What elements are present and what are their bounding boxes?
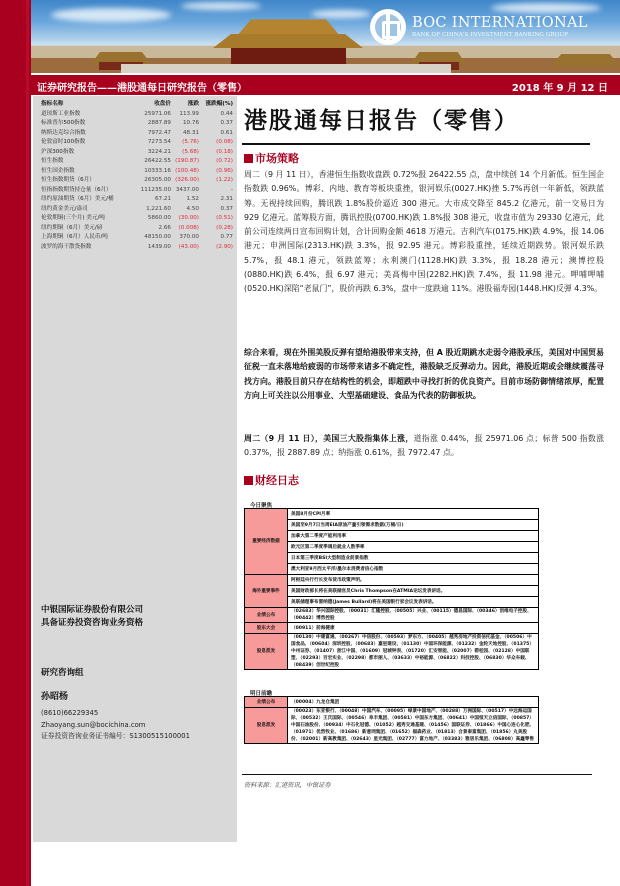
index-row: [41, 233, 233, 243]
calendar-row: [245, 634, 539, 670]
report-header-strip: [31, 75, 620, 95]
index-change: (5.76): [182, 139, 199, 145]
data-source: 资料来源：汇港资讯，中银证券: [244, 782, 331, 789]
title-divider: [242, 143, 590, 145]
calendar-category: 重要经济数据: [245, 509, 288, 575]
calendar-item: （00130）中建富通、（00267）中信股份、（00593）梦东方、（00405）越秀房地产投资信托基金、（00506）中国食品、（00604）深圳控股、（00683）嘉里建设、（01130）中国环保能源、（01232）金轮天地控股、（01375）中州证券、（01407）浙江中国、（01609）冠城钟表、（01720）汇安智能、（02007）碧桂园、（02128）中国联塑、（02293）百宏实业、（02298）都市丽人、（03633）中裕能源、（06822）科技控股、（06830）华众车载、（08439）创世纪控股: [288, 634, 539, 670]
index-close: 7273.54: [147, 139, 171, 145]
header-banner-image: [31, 0, 620, 73]
index-close: 10333.16: [144, 167, 171, 174]
index-name: 沪深300指数: [41, 148, 75, 155]
col-header-close: 收盘价: [154, 101, 171, 107]
index-row: [41, 205, 233, 215]
analyst-email[interactable]: Zhaoyang.sun@bocichina.com: [41, 720, 146, 729]
index-close: 26422.55: [144, 158, 171, 164]
index-change: (326.00): [175, 177, 199, 183]
section-title: 市场策略: [255, 152, 299, 165]
index-name: 波罗的海干散货指数: [41, 243, 92, 250]
calendar-row: [245, 564, 539, 575]
calendar-item: 阿根廷央行行长发布货币政策声明。: [288, 575, 539, 586]
index-name: 上海期铜（6月）人民币/吨: [41, 234, 108, 240]
index-name: 伦敦富时100指数: [41, 139, 86, 145]
left-sidebar-panel: [33, 96, 237, 842]
tomorrow-calendar-table: [244, 696, 539, 744]
index-change-pct: (1.22): [216, 177, 233, 183]
index-change: (43.00): [178, 243, 199, 250]
analyst-license: 证券投资咨询业务证书编号：S1300515100001: [41, 732, 190, 740]
index-row: [41, 186, 233, 196]
bottom-divider: [242, 774, 592, 775]
index-name: 恒生指数: [41, 158, 64, 164]
index-name: 伦敦期铜(三个月) 美元/吨: [41, 215, 105, 221]
index-row: [41, 224, 233, 234]
calendar-row: [245, 542, 539, 553]
index-change: 10.76: [182, 120, 199, 126]
calendar-category: 股息派发: [245, 708, 288, 744]
boc-international-logo: [370, 9, 588, 45]
table-header-row: [41, 100, 233, 110]
index-name: 恒生国企指数: [41, 167, 75, 174]
left-brand-bar: [0, 0, 31, 886]
index-close: 2.66: [158, 224, 171, 231]
calendar-row: [245, 586, 539, 597]
index-name: 道琼斯工业指数: [41, 110, 81, 117]
us-market-lead: 周二（9 月 11 日），美国三大股指集体上涨，: [244, 434, 414, 443]
calendar-row: [245, 553, 539, 564]
company-info: [41, 604, 143, 630]
index-change-pct: 0.61: [220, 129, 233, 136]
calendar-row: [245, 708, 539, 744]
index-change: (100.48): [175, 167, 199, 174]
index-change-pct: (2.90): [216, 243, 233, 250]
index-change-pct: (0.96): [216, 167, 233, 174]
calendar-category: 股息派发: [245, 634, 288, 670]
index-row: [41, 129, 233, 139]
index-name: 恒指指数期货持仓量（6月）: [41, 186, 112, 193]
calendar-item: （00911）前海健康: [288, 623, 539, 634]
index-row: [41, 167, 233, 177]
col-header-change: 涨跌: [187, 101, 199, 107]
col-header-name: 指标名称: [41, 101, 64, 107]
index-change-pct: (0.72): [216, 158, 233, 164]
index-change-pct: (0.18): [216, 148, 233, 155]
us-market-detail: 道指涨 0.44%，报 25971.06 点；标普 500 指数涨 0.37%，报 2887.89 点；纳指涨 0.61%，报 7972.47 点。: [244, 434, 604, 458]
index-change-pct: (0.08): [216, 139, 233, 145]
index-change: 113.99: [179, 110, 199, 117]
index-close: 67.21: [154, 196, 171, 202]
analyst-phone: (8610)66229345: [41, 709, 99, 717]
calendar-item: （00004）九龙仓集团: [288, 697, 539, 708]
calendar-category: 股东大会: [245, 623, 288, 634]
index-change: (30.00): [178, 215, 199, 221]
index-change-pct: 0.37: [220, 120, 233, 126]
page-title: 港股通每日报告（零售）: [244, 107, 519, 134]
research-group: 研究咨询组: [41, 668, 84, 678]
index-name: 恒生指数期货（6月）: [41, 177, 95, 183]
today-focus-label: 今日聚焦: [250, 503, 273, 509]
section-market-strategy: [244, 150, 299, 166]
index-name: 纽约原油期货（6月）美元/桶: [41, 196, 114, 202]
index-name: 纳斯达克综合指数: [41, 129, 86, 136]
index-row: [41, 176, 233, 186]
market-summary-paragraph: 周二（9 月 11 日），香港恒生指数收盘跌 0.72%报 26422.55 点，盘中续创 14 个月新低。恒生国企指数跌 0.96%。博彩、内地、教育等板块重挫，银河娱乐(0027.HK)挫 5.7%再创一年新低，领跌蓝筹。无视持续回购，腾讯跌 1.8%股价逼近 300 港元。大市成交降至 845.2 亿港元，前一交易日为 929 亿港元。蓝筹股方面，腾讯控股(0700.HK)跌 1.8%报 308 港元，收盘市值为 29330 亿港元，此前公司连续两日宣布回购计划，合计回购金额 4618 万港元。吉利汽车(0175.HK)跌 4.9%，报 14.06 港元；申洲国际(2313.HK)跌 3.3%，报 92.95 港元。博彩股重挫，延续近期跌势。银河娱乐跌 5.7%，报 48.1 港元，领跌蓝筹；永利澳门(1128.HK)跌 3.3%，报 18.28 港元；澳博控股(0880.HK)跌 6.4%，报 6.97 港元；美高梅中国(2282.HK)跌 7.4%，报 11.98 港元。呷哺呷哺(0520.HK)深陷“老鼠门”，股价再跌 6.3%，盘中一度跌逾 11%。港股福寿园(1448.HK)反弹 4.3%。: [244, 170, 604, 294]
calendar-row: [245, 623, 539, 634]
calendar-row: [245, 697, 539, 708]
calendar-category: 业绩公布: [245, 608, 288, 623]
index-change-pct: (0.51): [216, 215, 233, 221]
index-close: 111235.00: [140, 186, 171, 193]
tomorrow-preview-label: 明日前瞻: [250, 691, 273, 697]
index-change: (190.87): [175, 158, 199, 164]
index-row: [41, 214, 233, 224]
index-change: (0.008): [178, 224, 199, 231]
brand-name: BOC INTERNATIONAL: [412, 15, 588, 31]
index-name: 标准普尔500指数: [41, 120, 86, 126]
market-indices-table: [41, 100, 233, 252]
index-close: 26305.00: [144, 177, 171, 183]
section-title: 财经日志: [255, 474, 299, 487]
index-row: [41, 243, 233, 253]
calendar-item: 欧元区第二季度季调后就业人数季率: [288, 542, 539, 553]
section-bullet-icon: [244, 154, 253, 163]
calendar-row: [245, 575, 539, 586]
index-change-pct: (0.28): [216, 224, 233, 231]
us-market-paragraph: [244, 432, 604, 461]
index-name: 纽约期铜（6月）美元/磅: [41, 224, 103, 231]
calendar-item: 美国财政部长将在美联储官员Chris Thompson在ATMIA论坛发表讲话。: [288, 586, 539, 597]
calendar-item: （02683）华兴国际控股、（00031）汇隆控股、（00505）兴业、（00115）德昌国际、（00346）创维电子控股、（00442）博然控股: [288, 608, 539, 623]
index-row: [41, 119, 233, 129]
index-close: 7972.47: [147, 129, 171, 136]
boc-logo-icon: [370, 9, 406, 45]
index-close: 3224.21: [147, 148, 171, 155]
index-close: 1,221.60: [146, 205, 171, 212]
index-change-pct: 2.31: [220, 196, 233, 202]
company-qualification: 具备证券投资咨询业务资格: [41, 618, 144, 628]
calendar-item: （00023）东亚银行、（00048）中国汽车、（00095）绿景中国地产、（00288）万洲国际、（00517）中远海运国际、（00532）王氏国际、（00546）阜丰集团、（00581）中国东方集团、（00641）中国恒天立信国际、（00857）中国石油股份、（00934）中石化冠德、（01052）越秀交通基建、（01456）国联证券、（01866）中国心连心化肥、（01971）优然牧业、（01686）新意网集团、（01652）福森药业、（01813）合景泰富集团、（01856）丸美股份、（02001）新高教集团、（02643）星光集团、（02777）富力地产、（03383）雅居乐集团、（06808）高鑫零售: [288, 708, 539, 744]
index-close: 48150.00: [144, 234, 171, 240]
analyst-name: 孙昭杨: [41, 692, 69, 702]
index-change: 48.31: [182, 129, 199, 136]
index-row: [41, 195, 233, 205]
calendar-item: 加拿大第二季度产能利用率: [288, 531, 539, 542]
section-financial-calendar: [244, 472, 299, 488]
index-change-pct: 0.44: [220, 110, 233, 117]
index-change-pct: 0.77: [220, 234, 233, 240]
report-date: 2018 年 9 月 12 日: [511, 83, 608, 94]
calendar-item: 美国8月份CPI月率: [288, 509, 539, 520]
analyst-contact: [41, 708, 190, 743]
calendar-item: 澳大利亚9月西太平洋/墨尔本消费者信心指数: [288, 564, 539, 575]
index-change: 370.00: [179, 234, 199, 240]
today-calendar-table: [244, 508, 539, 670]
calendar-category: 海外重要事件: [245, 575, 288, 608]
index-row: [41, 138, 233, 148]
index-change: 4.50: [186, 205, 199, 212]
calendar-row: [245, 520, 539, 531]
col-header-pct: 涨跌幅(%): [205, 101, 233, 107]
index-close: 2887.89: [147, 120, 171, 126]
calendar-item: 美国至9月7日当周EIA原油产量引领需求数据(万桶/日): [288, 520, 539, 531]
index-row: [41, 110, 233, 120]
calendar-row: [245, 597, 539, 608]
index-close: 5860.00: [147, 215, 171, 221]
calendar-row: [245, 509, 539, 520]
calendar-row: [245, 608, 539, 623]
index-close: 25971.06: [144, 110, 171, 117]
index-row: [41, 157, 233, 167]
calendar-item: 美联储理事布雷纳德(James Bullard)将在美国银行家会议发表讲话。: [288, 597, 539, 608]
index-close: 1439.00: [147, 243, 171, 250]
outlook-paragraph: 综合来看，现在外围美股反弹有望给港股带来支持，但 A 股近期跳水走弱令港股承压，美国对中国贸易征税一直未落地给疲弱的市场带来诸多不确定性，港股缺乏反弹动力。因此，港股近期或会继续震荡寻找方向。港股目前只存在结构性的机会，即超跌中寻找打折的优良资产。目前市场防御情绪浓厚，配置方向上可关注以公用事业、大型基础建设、食品为代表的防御板块。: [244, 348, 604, 400]
calendar-category: 业绩公布: [245, 697, 288, 708]
index-change: (5.68): [182, 148, 199, 155]
section-bullet-icon: [244, 476, 253, 485]
company-name: 中银国际证券股份有限公司: [41, 605, 144, 615]
index-change: 1.52: [186, 196, 199, 202]
index-change-pct: 0.37: [220, 205, 233, 212]
index-change-pct: -: [230, 186, 233, 193]
brand-subtitle: BANK OF CHINA'S INVESTMENT BANKING GROUP: [412, 32, 569, 38]
index-change: 3437.00: [175, 186, 199, 193]
index-name: 纽约黄金美元/盎司: [41, 205, 88, 212]
calendar-row: [245, 531, 539, 542]
index-row: [41, 148, 233, 158]
calendar-item: 日本第三季度BSI大型制造业前景指数: [288, 553, 539, 564]
report-series: 证券研究报告——港股通每日研究报告（零售）: [37, 83, 247, 94]
